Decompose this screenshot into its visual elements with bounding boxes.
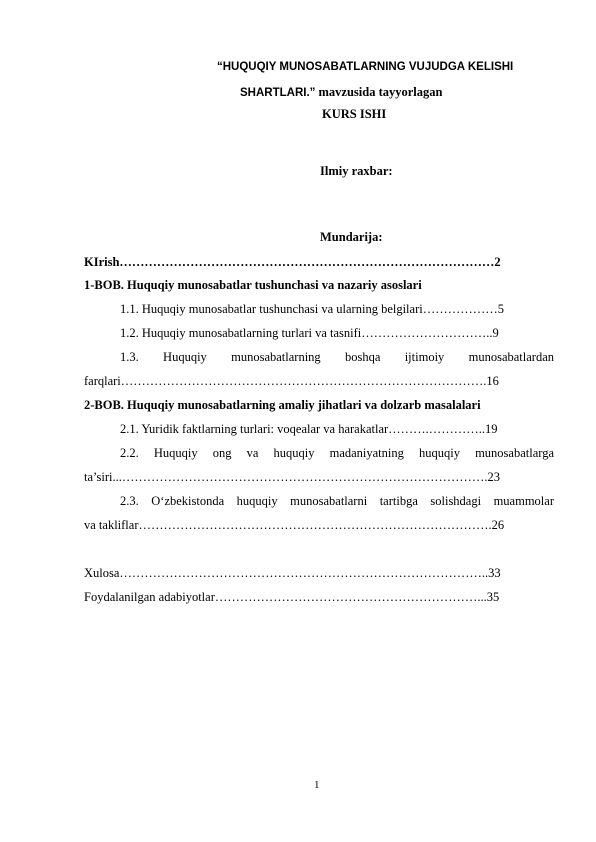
toc-chapter-1: 1-BOB. Huquqiy munosabatlar tushunchasi va nazariy asoslari	[84, 278, 422, 292]
toc-entry-2-3-cont: va takliflar………………………………………………………………………….26	[84, 518, 505, 532]
toc-entry-1-2: 1.2. Huquqiy munosabatlarning turlari va tasnifi…………………………..9	[120, 326, 499, 340]
page-number: 1	[314, 779, 320, 791]
toc-chapter-2: 2-BOB. Huquqiy munosabatlarning amaliy jihatlari va dolzarb masalalari	[84, 398, 481, 412]
toc-entry-1-3: 1.3. Huquqiy munosabatlarning boshqa ijtimoiy munosabatlardan	[120, 350, 554, 364]
title-line-2	[240, 83, 442, 101]
title-line-1: “HUQUQIY MUNOSABATLARNING VUJUDGA KELISHI	[217, 61, 514, 73]
title-line-2-caps: SHARTLARI.”	[240, 87, 316, 99]
toc-entry-introduction: KIrish………………………………………………………………………………2	[84, 255, 501, 269]
supervisor-label: Ilmiy raxbar:	[320, 164, 393, 178]
toc-entry-2-1: 2.1. Yuridik faktlarning turlari: voqealar va harakatlar……….…………..19	[120, 422, 498, 436]
toc-heading: Mundarija:	[320, 230, 383, 244]
toc-entry-references: Foydalanilgan adabiyotlar………………………………………………………...35	[84, 590, 500, 604]
title-line-2-rest: mavzusida tayyorlagan	[315, 85, 443, 99]
toc-entry-conclusion: Xulosa……………………………………………………………………………..33	[84, 566, 501, 580]
toc-entry-2-2-cont: ta’siri...…………………………………………………………………………….23	[84, 470, 500, 484]
toc-entry-2-2: 2.2. Huquqiy ong va huquqiy madaniyatning huquqiy munosabatlarga	[120, 446, 554, 460]
toc-entry-2-3: 2.3. O‘zbekistonda huquqiy munosabatlarni tartibga solishdagi muammolar	[120, 494, 554, 508]
work-type: KURS ISHI	[322, 107, 387, 121]
toc-entry-1-3-cont: farqlari…………………………………………………………………………….16	[84, 374, 499, 388]
toc-entry-1-1: 1.1. Huquqiy munosabatlar tushunchasi va ularning belgilari………………5	[120, 302, 504, 316]
